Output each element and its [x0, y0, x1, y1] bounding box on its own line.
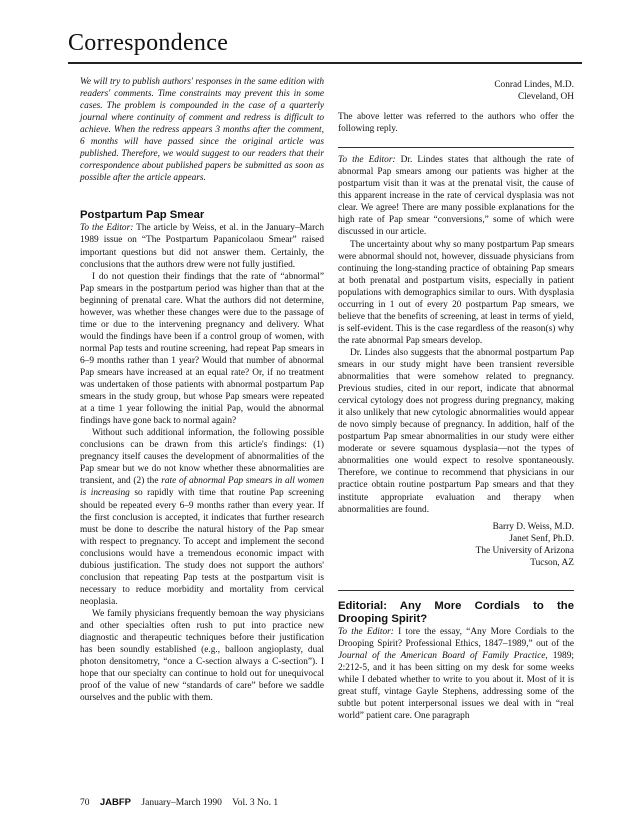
volume-number: Vol. 3 No. 1 — [232, 798, 279, 808]
reply-paragraph-3: Dr. Lindes also suggests that the abnormal postpartum Pap smears in our study might have been transient reversible abnormalities that were somehow related to pregnancy. Previous studies, cited in our report, indicate that abnormal cervical cytology does not progress during pregnancy, making it also unlikely that new cytologic abnormalities would appear de novo simply because of pregnancy. In addition, half of the postpartum Pap smear abnormalities in our study were either moderate or severe squamous dysplasia—not the types of abnormalities one would expect to resolve spontaneously. Therefore, we continue to recommend that physicians in our practice obtain routine postpartum Pap smears and that they institute appropriate evaluation and therapy when abnormalities are found. — [338, 347, 574, 515]
letter1-p3-text-a: Without such additional information, the following possible conclusions can be drawn from this article's findings: (1) pregnancy itself causes the development of abnormalities of the Pap smear but we do not know whether these abnormalities are transient, and (2) the — [80, 428, 324, 487]
letter-heading-postpartum-pap-smear: Postpartum Pap Smear — [80, 209, 205, 222]
page-title: Correspondence — [68, 30, 229, 56]
divider-rule — [338, 147, 574, 148]
divider-rule — [338, 590, 574, 591]
letter1-signature — [338, 79, 574, 103]
journal-abbreviation: JABFP — [99, 797, 132, 808]
letter2-text-b: , 1989; 2:212-5, and it has been sitting on my desk for some weeks while I debated whether to write to you about it. Most of it is great stuff, vintage Gayle Stephens, addressing some of the subtle but potent interpersonal issues we deal with in “real world” patient care. One paragraph — [338, 650, 574, 722]
right-column — [338, 76, 574, 722]
letter2-journal-title: Journal of the American Board of Family Practice — [338, 650, 546, 661]
letter1-paragraph-4: We family physicians frequently bemoan the way physicians and other specialties often rush to put into practice new diagnostic and therapeutic techniques before their justification has been soundly established (e.g., balloon angioplasty, dual photon densitometry, “once a C-section always a C-section”). I hope that our specialty can continue to hold out for unequivocal proof of the value of new “standards of care” before we saddle ourselves and the public with them. — [80, 608, 324, 704]
reply-lead: To the Editor: — [338, 155, 396, 166]
reply-signature — [338, 521, 574, 569]
reply-paragraph-2: The uncertainty about why so many postpartum Pap smears were abnormal should not, however, dissuade physicians from continuing the long-standing practice of obtaining Pap smears at both prenatal and postpartum visits, especially in patient populations with demographics similar to ours. With dysplasia occurring in 1 out of every 20 postpartum Pap smears, we believe that the benefits of screening, at least in terms of yield, is self-evident. This is the case regardless of the reason(s) why the rate abnormal Pap smears develop. — [338, 239, 574, 346]
issue-date: January–March 1990 — [141, 798, 222, 808]
editor-notice: We will try to publish authors' responses in the same edition with readers' comments. Time constraints may prevent this in some cases. The problem is compounded in the case of a quarterly journal where continuity of comment and redress is difficult to achieve. When the redress appears 3 months after the comment, 6 months will have passed since the original article was published. Therefore, we would suggest to our readers that their correspondence about published papers be submitted as soon as possible after the article appears. — [80, 77, 324, 184]
signature-location: Tucson, AZ — [530, 557, 574, 568]
referral-note: The above letter was referred to the authors who offer the following reply. — [338, 112, 574, 135]
left-column — [80, 76, 324, 704]
letter1-p1-text: The article by Weiss, et al. in the January–March 1989 issue on “The Postpartum Papanicolaou Smear” raised important questions but did not answer them. Certainly, the conclusions that the authors drew were not fully justified. — [80, 223, 325, 270]
letter2-lead: To the Editor: — [338, 626, 394, 637]
title-rule — [68, 62, 582, 64]
letter1-paragraph-3 — [80, 427, 324, 608]
letter1-lead: To the Editor: — [80, 223, 134, 234]
page-number: 70 — [80, 798, 90, 808]
signature-location: Cleveland, OH — [517, 92, 574, 103]
letter1-paragraph-1 — [80, 222, 324, 270]
letter2-paragraph-1 — [338, 626, 574, 722]
letter1-p3-text-b: so rapidly with time that routine Pap screening should be repeated every 6–9 months rather than every year. If the first conclusion is accepted, it indicates that further research must be done to describe the natural history of the Pap smear with respect to pregnancy. To accept and implement the second conclusions would have a tremendous economic impact with dubious justification. The study does not support the authors' conclusion that repeating Pap tests at the postpartum visit is necessary to reduce morbidity and mortality from cervical neoplasia. — [80, 488, 324, 607]
letter1-p3-italic: rate of abnormal Pap smears in all women is increasing — [80, 476, 325, 499]
signature-name: Janet Senf, Ph.D. — [509, 533, 574, 544]
reply-p1-text: Dr. Lindes states that although the rate of abnormal Pap smears among our patients was higher at the postpartum visit than it was at the prenatal visit, the cause of this apparent increase in the rate of cervical dysplasia was not clear. We agree! There are many possible explanations for the high rate of Pap smear “conversions,” some of which were discussed in our article. — [338, 155, 574, 238]
letter-heading-drooping-spirit: Editorial: Any More Cordials to the Drooping Spirit? — [338, 599, 574, 625]
signature-affiliation: The University of Arizona — [475, 545, 574, 556]
signature-name: Barry D. Weiss, M.D. — [492, 521, 574, 532]
letter2-text-a: I tore the essay, “Any More Cordials to the Drooping Spirit? Professional Ethics, 1847–1989,” out of the — [338, 626, 574, 649]
signature-name: Conrad Lindes, M.D. — [494, 80, 574, 90]
letter1-paragraph-2: I do not question their findings that the rate of “abnormal” Pap smears in the postpartum period was higher than that at the beginning of prenatal care. What the authors did not determine, however, was whether these changes were due to the passage of time or due to the intervening pregnancy and delivery. What would the findings have been if a control group of women, with normal Pap tests and routine screening, had repeat Pap smears in 6–9 months rather than 1 year? Would that number of abnormal Pap smears have increased at an equal rate? Or, if no treatment was undertaken of those patients with abnormal postpartum Pap smears in the study group, but whose Pap smears were repeated at a time 1 year following the initial Pap, would the abnormal findings have gone back to normal again? — [80, 271, 324, 427]
reply-paragraph-1 — [338, 154, 574, 238]
page-footer — [80, 797, 286, 808]
